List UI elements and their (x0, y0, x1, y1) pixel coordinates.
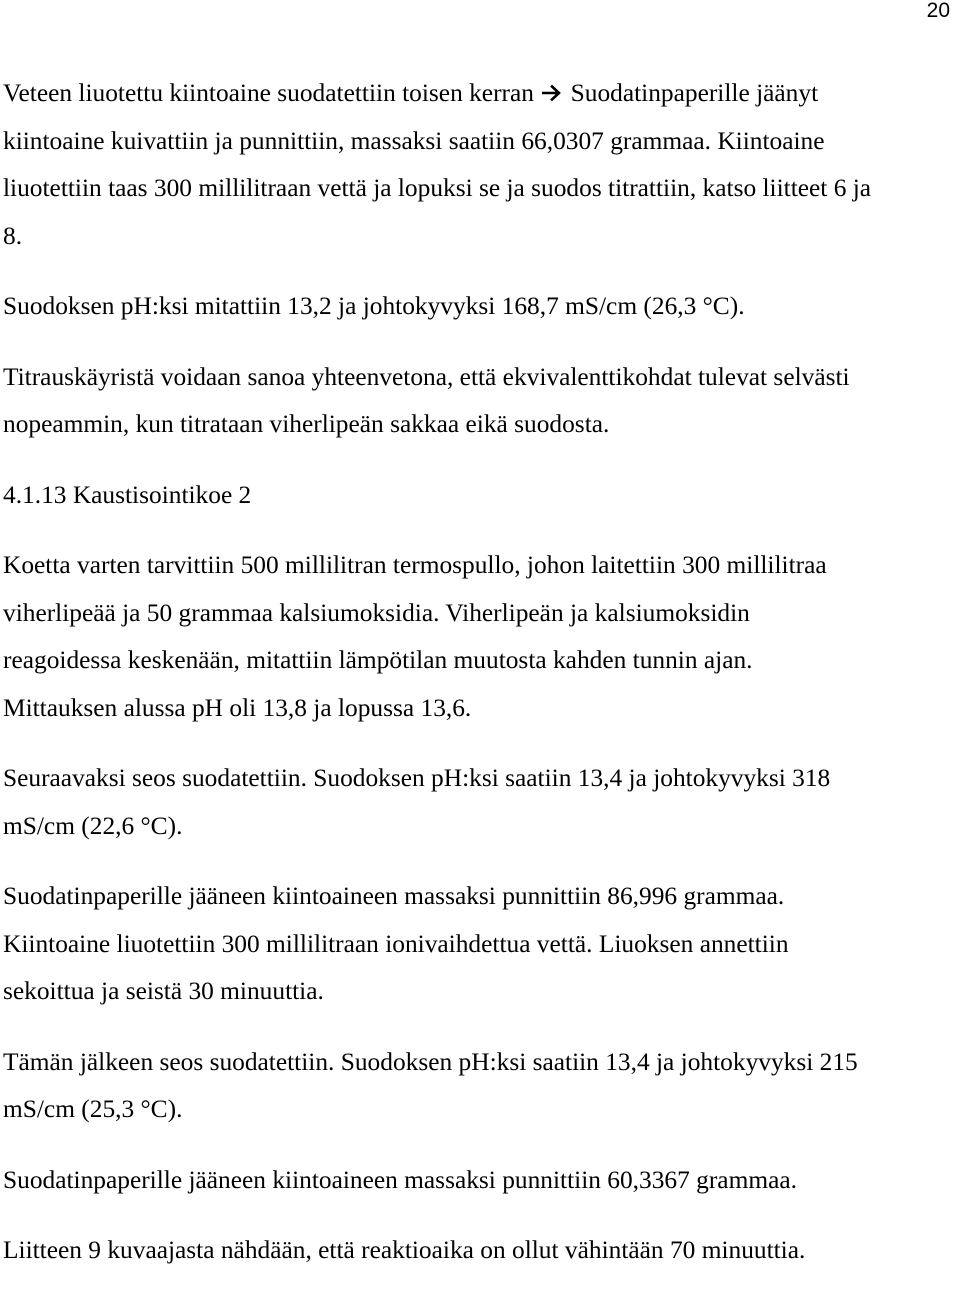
paragraph-6 (3, 755, 953, 850)
paragraph-3 (3, 354, 953, 449)
paragraph-5 (3, 542, 953, 732)
text-line: liuotettiin taas 300 millilitraan vettä ja lopuksi se ja suodos titrattiin, katso liitteet 6 ja (3, 174, 872, 202)
paragraph-1 (3, 70, 953, 260)
paragraph-8 (3, 1039, 953, 1134)
section-heading (3, 472, 953, 520)
text-line: Titrauskäyristä voidaan sanoa yhteenvetona, että ekvivalenttikohdat tulevat selvästi (3, 362, 850, 391)
text-line: 8. (3, 221, 23, 250)
document-body (3, 70, 953, 1298)
text-line: mS/cm (22,6 °C). (3, 811, 183, 840)
arrow-right-icon (542, 70, 562, 118)
text-segment: Veteen liuotettu kiintoaine suodatettiin toisen kerran (3, 79, 541, 107)
text-line: Kiintoaine liuotettiin 300 millilitraan ionivaihdettua vettä. Liuoksen annettiin (3, 929, 789, 958)
paragraph-7 (3, 873, 953, 1016)
text-line: nopeammin, kun titrataan viherlipeän sakkaa eikä suodosta. (3, 410, 610, 438)
text-line: kiintoaine kuivattiin ja punnittiin, massaksi saatiin 66,0307 grammaa. Kiintoaine (3, 126, 825, 155)
text-line: viherlipeää ja 50 grammaa kalsiumoksidia. Viherlipeän ja kalsiumoksidin (3, 598, 750, 627)
text-line: Liitteen 9 kuvaajasta nähdään, että reaktioaika on ollut vähintään 70 minuuttia. (3, 1236, 806, 1264)
text-line: Tämän jälkeen seos suodatettiin. Suodoksen pH:ksi saatiin 13,4 ja johtokyvyksi 215 (3, 1047, 858, 1076)
text-line: Suodatinpaperille jääneen kiintoaineen massaksi punnittiin 60,3367 grammaa. (3, 1165, 797, 1194)
heading-text: 4.1.13 Kaustisointikoe 2 (3, 480, 252, 509)
paragraph-9 (3, 1157, 953, 1205)
text-line (3, 70, 953, 118)
text-line: mS/cm (25,3 °C). (3, 1095, 183, 1123)
text-line: reagoidessa keskenään, mitattiin lämpötilan muutosta kahden tunnin ajan. (3, 646, 753, 674)
text-line: Mittauksen alussa pH oli 13,8 ja lopussa 13,6. (3, 693, 472, 722)
page-number: 20 (926, 0, 950, 22)
text-line: Koetta varten tarvittiin 500 millilitran termospullo, johon laitettiin 300 millilitraa (3, 551, 827, 579)
paragraph-2 (3, 283, 953, 331)
text-line: Suodoksen pH:ksi mitattiin 13,2 ja johtokyvyksi 168,7 mS/cm (26,3 °C). (3, 292, 745, 320)
text-line: sekoittua ja seistä 30 minuuttia. (3, 977, 324, 1005)
paragraph-10 (3, 1227, 953, 1275)
text-segment: Suodatinpaperille jäänyt (564, 79, 819, 107)
text-line: Seuraavaksi seos suodatettiin. Suodoksen pH:ksi saatiin 13,4 ja johtokyvyksi 318 (3, 764, 831, 792)
text-line: Suodatinpaperille jääneen kiintoaineen massaksi punnittiin 86,996 grammaa. (3, 882, 785, 910)
